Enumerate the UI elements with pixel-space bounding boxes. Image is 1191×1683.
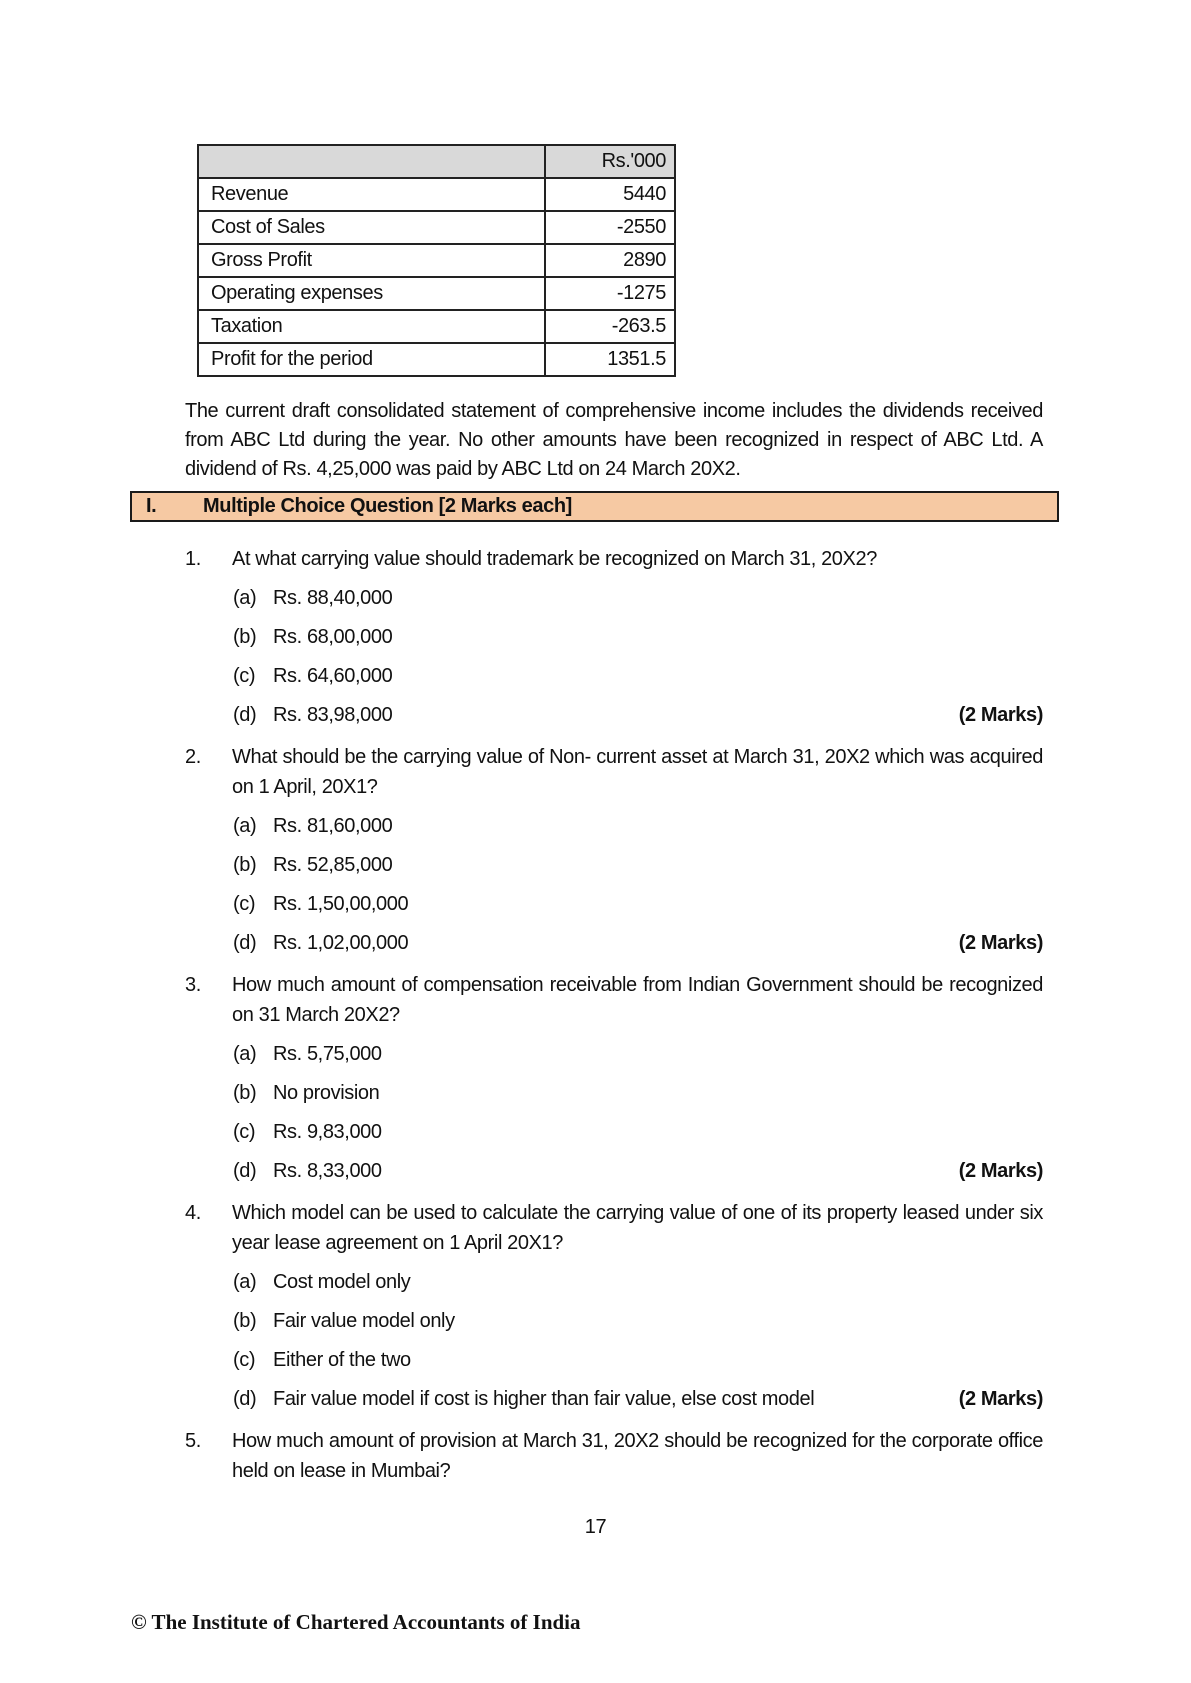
option-label: (b) [233,854,257,876]
option-label: (b) [233,1310,257,1332]
question-text: What should be the carrying value of Non- current asset at March 31, 20X2 which was acquired on 1 April, 20X1? [232,746,1043,798]
option-label: (c) [233,1121,256,1143]
option-a [233,811,1043,841]
option-text: Fair value model if cost is higher than fair value, else cost model [273,1388,815,1410]
question-1 [185,544,1043,730]
question-number: 2. [185,746,201,768]
option-text: Fair value model only [273,1310,455,1332]
row-label: Profit for the period [198,343,545,376]
section-header-bar [130,491,1059,522]
question-text-row [185,970,1043,1030]
option-text: Cost model only [273,1271,411,1293]
option-c [233,1345,1043,1375]
section-numeral: I. [146,495,157,517]
option-label: (c) [233,893,256,915]
option-text: No provision [273,1082,380,1104]
intro-paragraph: The current draft consolidated statement of comprehensive income includes the dividends received from ABC Ltd during the year. No other amounts have been recognized in respect of ABC Ltd. A dividend of Rs. 4,25,000 was paid by ABC Ltd on 24 March 20X2. [185,400,1043,480]
marks-badge: (2 Marks) [958,704,1043,726]
row-label: Revenue [198,178,545,211]
row-value: 2890 [545,244,675,277]
question-text: How much amount of provision at March 31, 20X2 should be recognized for the corporate office held on lease in Mumbai? [232,1430,1043,1482]
option-text: Rs. 5,75,000 [273,1043,382,1065]
option-d [233,1156,1043,1186]
table-header-units: Rs.'000 [545,145,675,178]
marks-badge: (2 Marks) [958,932,1043,954]
question-4 [185,1198,1043,1414]
option-label: (c) [233,665,256,687]
option-text: Rs. 81,60,000 [273,815,393,837]
question-list [185,544,1043,1486]
page-number: 17 [584,1516,607,1538]
option-label: (c) [233,1349,256,1371]
option-text: Rs. 8,33,000 [273,1160,382,1182]
option-d [233,700,1043,730]
question-number: 4. [185,1202,201,1224]
row-label: Gross Profit [198,244,545,277]
row-label: Operating expenses [198,277,545,310]
question-3 [185,970,1043,1186]
option-c [233,1117,1043,1147]
question-2 [185,742,1043,958]
option-c [233,661,1043,691]
row-value: 1351.5 [545,343,675,376]
table-row [198,277,675,310]
row-label: Cost of Sales [198,211,545,244]
option-a [233,1039,1043,1069]
option-d [233,928,1043,958]
question-5 [185,1426,1043,1486]
option-a [233,583,1043,613]
marks-badge: (2 Marks) [958,1388,1043,1410]
question-text-row [185,1426,1043,1486]
row-value: -1275 [545,277,675,310]
option-b [233,850,1043,880]
option-label: (a) [233,587,257,609]
question-number: 5. [185,1430,201,1452]
section-title: Multiple Choice Question [2 Marks each] [203,495,572,517]
option-text: Rs. 9,83,000 [273,1121,382,1143]
option-text: Rs. 52,85,000 [273,854,393,876]
option-b [233,1078,1043,1108]
copyright-footer: © The Institute of Chartered Accountants of India [131,1610,581,1634]
option-text: Rs. 68,00,000 [273,626,393,648]
income-statement-table [197,144,676,377]
option-text: Rs. 83,98,000 [273,704,393,726]
question-text-row [185,742,1043,802]
table-row [198,343,675,376]
option-c [233,889,1043,919]
option-label: (a) [233,1271,257,1293]
row-value: -2550 [545,211,675,244]
option-label: (d) [233,1388,257,1410]
option-b [233,1306,1043,1336]
question-text: Which model can be used to calculate the carrying value of one of its property leased under six year lease agreement on 1 April 20X1? [232,1202,1043,1254]
question-text: At what carrying value should trademark be recognized on March 31, 20X2? [232,548,877,570]
table-row [198,244,675,277]
option-label: (d) [233,932,257,954]
table-row [198,178,675,211]
question-number: 1. [185,548,201,570]
option-label: (b) [233,1082,257,1104]
row-label: Taxation [198,310,545,343]
table-row [198,211,675,244]
table-row [198,310,675,343]
option-a [233,1267,1043,1297]
question-text-row [185,544,1043,574]
option-label: (d) [233,704,257,726]
option-label: (a) [233,815,257,837]
table-header-label [198,145,545,178]
option-text: Rs. 1,50,00,000 [273,893,409,915]
row-value: 5440 [545,178,675,211]
option-label: (d) [233,1160,257,1182]
option-text: Rs. 1,02,00,000 [273,932,409,954]
option-text: Rs. 88,40,000 [273,587,393,609]
option-text: Rs. 64,60,000 [273,665,393,687]
option-d [233,1384,1043,1414]
option-label: (a) [233,1043,257,1065]
row-value: -263.5 [545,310,675,343]
option-b [233,622,1043,652]
option-text: Either of the two [273,1349,411,1371]
option-label: (b) [233,626,257,648]
question-number: 3. [185,974,201,996]
question-text: How much amount of compensation receivable from Indian Government should be recognized on 31 March 20X2? [232,974,1043,1026]
table-header-row [198,145,675,178]
question-text-row [185,1198,1043,1258]
marks-badge: (2 Marks) [958,1160,1043,1182]
